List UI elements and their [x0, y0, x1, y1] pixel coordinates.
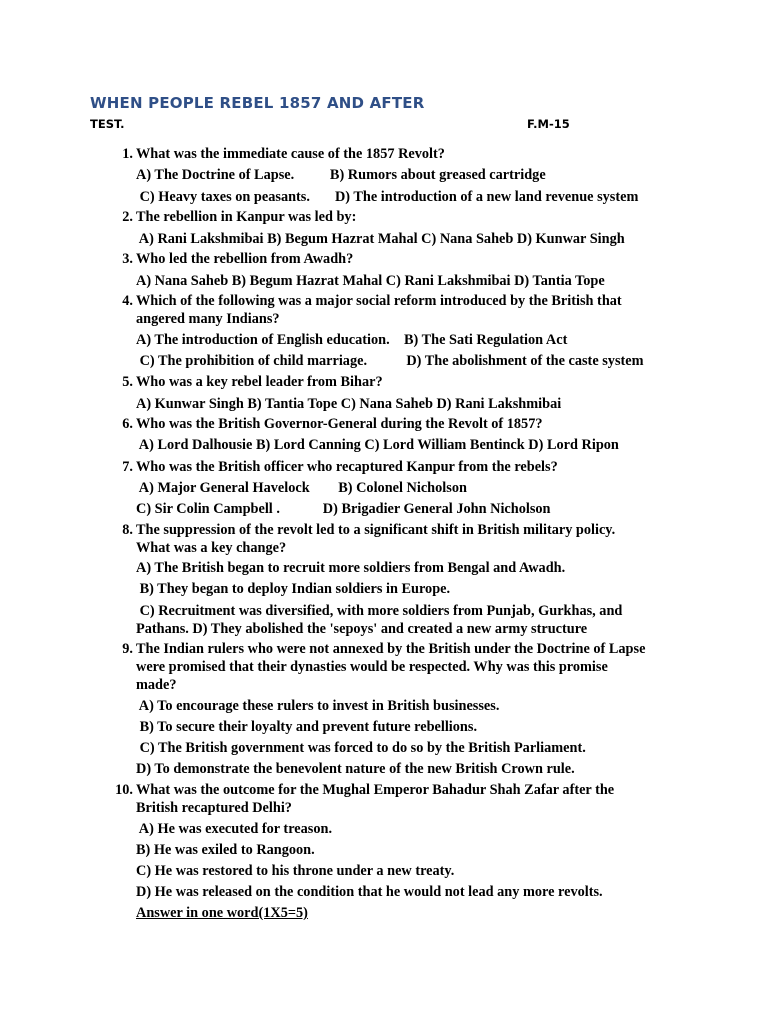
option-line: B) He was exiled to Rangoon. — [136, 842, 315, 858]
question-number: 2. — [122, 209, 133, 225]
question-number: 5. — [122, 374, 133, 390]
option-line: C) Sir Colin Campbell . D) Brigadier General John Nicholson — [136, 501, 551, 517]
option-line: A) Nana Saheb B) Begum Hazrat Mahal C) Rani Lakshmibai D) Tantia Tope — [136, 273, 605, 289]
question-text: Who was a key rebel leader from Bihar? — [136, 374, 383, 390]
question-text: The rebellion in Kanpur was led by: — [136, 209, 357, 225]
option-line: B) They began to deploy Indian soldiers in Europe. — [136, 581, 451, 597]
option-line: D) He was released on the condition that he would not lead any more revolts. — [136, 884, 603, 900]
option-line: A) The introduction of English education. B) The Sati Regulation Act — [136, 332, 568, 348]
question-text: Who was the British Governor-General during the Revolt of 1857? — [136, 416, 543, 432]
option-line: C) The prohibition of child marriage. D) The abolishment of the caste system — [136, 353, 644, 369]
question-number: 7. — [122, 459, 133, 475]
option-line: A) To encourage these rulers to invest in British businesses. — [136, 698, 500, 714]
option-line: A) Major General Havelock B) Colonel Nicholson — [136, 480, 467, 496]
question-text: were promised that their dynasties would be respected. Why was this promise — [136, 659, 608, 675]
question-text: Which of the following was a major social reform introduced by the British that — [136, 293, 622, 309]
option-line: A) The British began to recruit more soldiers from Bengal and Awadh. — [136, 560, 566, 576]
option-line: C) He was restored to his throne under a new treaty. — [136, 863, 455, 879]
question-text: What was the immediate cause of the 1857 Revolt? — [136, 146, 445, 162]
question-text: The suppression of the revolt led to a significant shift in British military policy. — [136, 522, 616, 538]
question-number: 4. — [122, 293, 133, 309]
question-text: The Indian rulers who were not annexed by the British under the Doctrine of Lapse — [136, 641, 646, 657]
question-number: 6. — [122, 416, 133, 432]
option-line: D) To demonstrate the benevolent nature of the new British Crown rule. — [136, 761, 575, 777]
question-text: What was the outcome for the Mughal Emperor Bahadur Shah Zafar after the — [136, 782, 615, 798]
option-line: A) Lord Dalhousie B) Lord Canning C) Lord William Bentinck D) Lord Ripon — [136, 437, 619, 453]
question-number: 3. — [122, 251, 133, 267]
option-line: C) The British government was forced to do so by the British Parliament. — [136, 740, 586, 756]
option-line: A) Rani Lakshmibai B) Begum Hazrat Mahal C) Nana Saheb D) Kunwar Singh — [136, 231, 625, 247]
option-line: Pathans. D) They abolished the 'sepoys' and created a new army structure — [136, 621, 588, 637]
option-line: C) Heavy taxes on peasants. D) The introduction of a new land revenue system — [136, 189, 639, 205]
question-number: 10. — [115, 782, 133, 798]
question-text: Who was the British officer who recaptured Kanpur from the rebels? — [136, 459, 558, 475]
question-text: Who led the rebellion from Awadh? — [136, 251, 354, 267]
option-line: A) He was executed for treason. — [136, 821, 333, 837]
question-text: angered many Indians? — [136, 311, 280, 327]
option-line: A) The Doctrine of Lapse. B) Rumors about greased cartridge — [136, 167, 546, 183]
document-title: WHEN PEOPLE REBEL 1857 AND AFTER — [90, 94, 425, 112]
option-line: A) Kunwar Singh B) Tantia Tope C) Nana Saheb D) Rani Lakshmibai — [136, 396, 562, 412]
option-line: B) To secure their loyalty and prevent future rebellions. — [136, 719, 478, 735]
option-line: C) Recruitment was diversified, with more soldiers from Punjab, Gurkhas, and — [136, 603, 623, 619]
question-text: British recaptured Delhi? — [136, 800, 292, 816]
question-text: made? — [136, 677, 177, 693]
section-heading: Answer in one word(1X5=5) — [136, 905, 308, 921]
test-label: TEST. — [90, 117, 125, 131]
question-text: What was a key change? — [136, 540, 287, 556]
full-marks-label: F.M-15 — [527, 117, 570, 131]
question-number: 9. — [122, 641, 133, 657]
question-number: 8. — [122, 522, 133, 538]
question-number: 1. — [122, 146, 133, 162]
